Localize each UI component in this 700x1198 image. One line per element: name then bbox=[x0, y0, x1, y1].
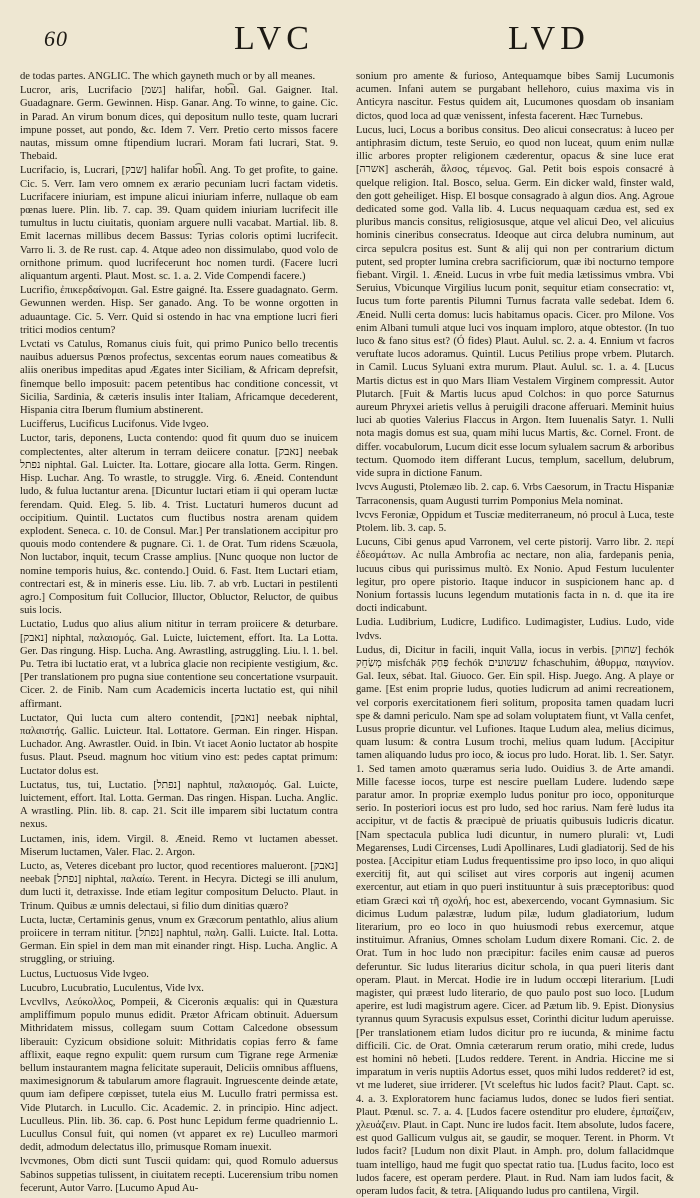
dictionary-entry: Luctator, Qui lucta cum altero contendit, [נאבק] neebak niphtal, παλαιστής. Gallic. Luicteur. Ital. Lottatore. German. Ein ringer. Hispan. Luchador. Ang. Awrastler. Ouid. in Ibin. Vt iacet Aonio luctator ab hospite fusus. Plaut. Pseud. magnum hoc vitium vino est: pedes captat primum: Luctator dolus est. bbox=[20, 712, 338, 777]
dictionary-entry: Lucus, luci, Locus a boribus consitus. Deo alicui consecratus: à luceo per antiphrasim dictum, teste Seruio, eo quod non luceat, quum enim nullæ illic arbores propter religionem cæderentur, opacus & sine luce erat [אשרה] ascheráh, ἄλσος, τέμενος. Gal. Petit bois espois consacré à quelque religion. Ital. Bosco, selua. Germ. Ein dicker wald, finster wald, den gott geheiliget. Hisp. El bosque consagrado à algun dios. Ang. Agroue dedicated some god. Valla lib. 4. Lucus nequaquam cædua est, sed ex pluribus mancis consitus, religiosusque, atque vel alicui Deo, vel alicuius hominis cineribus consecratus. Ideoque aut circa delubra numinum, aut circa sepulcra positus est. Sunt & alij qui non per contrarium dictum putent, sed propter lumina crebra sacrificiorum, quæ ibi nocturno tempore fiebant. Virgil. 1. Æneid. Lucus in vrbe fuit media lætissimus vmbra. Vbi Seruius, Vbicunque Virgilius lucum ponit, sequitur etiam consecratio: vt, Iucus tum forte parentis Pilumni Turnus facrata valle sedebat. Idem 6. Æneid. Nulli certa domus: lucis habitamus opacis. Cicer. pro Milone. Vos enim Albani tumuli atque luci vos inquam imploro, atque obtestor. (In tuo luco & fano situs est? (Ó fides) Plaut. Aulul. sc. 2. a. 4. Ennium vt facros veruftate lucos adoramus. Quintil. Lucus Petilius prope vrbem. Plutarch. in Camil. Lucus Syluani extra murum. Plaut. Aulul. sc. 1. a. 4. [Lucus Martis dictus est in quo Mars Iliam Vestalem Virginem compressit. Autor Plutarch. [Fuit & Martis lucus apud Colchos: in quo porce Saturnus aureum Phryxei arietis vellus à peruigili dracone afferuari. Meminit huius luci ab quoties Valerius Flaccus in Argon. Item Iuuenalis Satyr. 1. Nulli nota magis domus est sua, quam mihi lucus Martis, &c. Cornel. Front. de differ. vocabulorum, Lucum dicit esse locum sylualem sacrum & arboribus tectum. Quomodo item differant Lucus, templum, sacellum, delubrum, vide supra in dictione Fanum. bbox=[356, 124, 674, 480]
page-header bbox=[0, 0, 700, 74]
dictionary-entry: Lucrifacio, is, Lucrari, [שבק] halifar hob͡ıl. Ang. To get profite, to gaine. Cic. 5. Verr. Iam vero omnem ex ærario pecuniam lucri factam videtis. Lucrifacere iniuriam, est impune alicui iniuriam inferre, nullaque ob eam pœnas luere. Plin. lib. 7. cap. 39. Quam quidem iniuriam lucrifecit ille tumultus in luctu ciuitatis, quoniam arguere nulli vacabat. Martial. lib. 8. Emit lacernas millibus decem Bassus: Tyrias coloris optimi lucrifecit. Varro li. 3. de Re rust. cap. 4. Atque adeo non dissimulabo, quod volo de ornithone primum. quod lucrifecerunt hoc nomen turdi. (Facere lucri aliquantum argenti. Plaut. Most. sc. 1. a. 2. Vide Compendi facere.) bbox=[20, 165, 338, 283]
dictionary-entry: sonium pro amente & furioso, Antequamque bibes Samij Lucumonis acumen. Infani autem se purgabant hellehoro, cuius maxima vis in Anticyra nascitur. Festus quidem ait, Lucumones quosdam ob insaniam dictos, quod loca ad quæ venissent, infesta facerent. Hæc Turnebus. bbox=[356, 71, 674, 122]
dictionary-entry: Lvctati vs Catulus, Romanus ciuis fuit, qui primo Punico bello trecentis nauibus aduersus Pœnos profectus, sexcentas eorum naues comeatibus & aliis oneribus impeditas apud Ægates inter Siciliam, & Africam deprefsit, finemque bello imposuit: pacem petentibus hac conditione concessit, vt Sicilia, Sardinia, & cæteris insulis inter Italiam, Africamque decederent, Hispania citra Iberum flumium abstinerent. bbox=[20, 339, 338, 417]
running-head-right: LVD bbox=[508, 20, 590, 57]
dictionary-entry: de todas partes. ANGLIC. The which gayneth much or by all meanes. bbox=[20, 71, 316, 82]
dictionary-entry: Lvcvllvs, Λεύκολλος, Pompeii, & Ciceronis æqualis: qui in Quæstura ampliffimum populo munus edidit. Prætor Africam obtinuit. Aduersum Mithridatem missus, collegam suum Cottam Calcedone obsessum liberauit: Cyzicum obsidione soluit: Mithridatis copias ferro & fame afflixit, eaque regno expulit: quem rursum cum Tigrane rege Armeniæ bellum instaurantem magna felicitate superauit, Deliciis omnibus affluens, maximesignorum & tabularum amore flagrauit. Ingruescente deinde ætate, quum iam defipere cœpisset, tutela eius M. Lucullo fratri permissa est. Vide Plutarch. in Lucullo. Cic. Academic. 2. in principio. Hinc adject. Luculleus. Plin. lib. 36. cap. 6. Post hunc Lepidum ferme quadriennio L. Lucullus Consul fuit, qui nomen (vt apparet ex re) Luculleo marmori dedit, admodum delectatus illo, primusque Romam inuexit. bbox=[20, 997, 338, 1154]
dictionary-entry: lvcvmones, Obm dicti sunt Tuscii quidam: qui, quod Romulo aduersus Sabinos suppetias tulissent, in ciuitatem recepti. Lucerensium tribu nomen fecerunt, Autor Varro. [Lucumo Apud Au- bbox=[20, 1156, 338, 1194]
dictionary-entry: Lucta, luctæ, Certaminis genus, vnum ex Græcorum pentathlo, alius alium proiicere in terram nititur. [נפתל] naphtul, παλη. Galli. Luicte. Ital. Lotta. German. Ein spiel in dem man mit einander ringt. Hisp. Lucha. Anglic. A struggling, or striuing. bbox=[20, 914, 339, 966]
dictionary-entry: Lucror, aris, Lucrifacio [גשמ] halifar, hob͡ıl. Gal. Gaigner. Ital. Guadagnare. Germ. Gewinnen. Hisp. Ganar. Ang. To winne, to gaine. Cic. in Parad. An virum bonum dices, qui depositum nullo teste, quam lucrari impune posset, aut pondo, &c. Idem 7. Verr. Pretio certo missos facere nautas, missum omne ftipendium lucrari. Moram fati lucrari, Stat. 9. Thebaid. bbox=[20, 85, 338, 163]
dictionary-entry: lvcvs Augusti, Ptolemæo lib. 2. cap. 6. Vrbs Caesorum, in Tractu Hispaniæ Tarraconensis, quam Augusti turrim Pomponius Mela nominat. bbox=[356, 482, 674, 507]
page-number: 60 bbox=[44, 26, 68, 51]
dictionary-entry: Lucuns, Cibi genus apud Varronem, vel certe pistorij. Varro libr. 2. περί ἐδεσμάτων. Ac nulla Ambrofia ac nectare, non alia, fardepanis penia, lucuus cibus qui purissimus multò. Ex Nonio. Apud Festum luculenter legitur, pro opere pistorio. Itaque inducor in suspicionem hanc ap. d Nonium fortassis lucuns legendum mutationis facta in n. d. que ita ire docti indicabunt. bbox=[356, 537, 674, 615]
right-column bbox=[356, 70, 674, 1198]
dictionary-entry: Luctatio, Ludus quo alius alium nititur in terram proiicere & deturbare. [נאבק] niphtal, παλαισμός. Gal. Luicte, luictement, effort. Ita. La Lotta. Ger. Das ringung. Hisp. Lucha. Ang. Awrastling, astruggling. Liu. l. 1. bel. Pu. Tetra ibi luctatio erat, vt a lubrica glacie non recipiente vestigium, &c. [Per translationem pro pugna siue contentione seu concertatione vsurpauit. Cicer. 2. de Finib. Nam cum Academicis incerta luctatio est, qui nihil affirmant. bbox=[20, 619, 338, 710]
dictionary-entry: Lucto, as, Veteres dicebant pro luctor, quod recentiores malueront. [נאבק] neebak [נפתל] niphtal, παλαίω. Terent. in Hecyra. Dictegi se illi anulum, dum lucti it, detraxisse. Inde etiam legitur compositum Delucto. Plaut. in Trinum. Quibus æ umnis delectaui, si filio dum dinitias quæro? bbox=[20, 860, 338, 912]
dictionary-entry: Lucifferus, Lucificus Lucifonus. Vide lvgeo. bbox=[20, 419, 209, 431]
running-head-left: LVC bbox=[234, 20, 314, 57]
left-column bbox=[20, 70, 339, 1194]
dictionary-entry: Luctus, Luctuosus Vide lvgeo. bbox=[20, 968, 149, 980]
dictionary-entry: Luctamen, inis, idem. Virgil. 8. Æneid. Remo vt luctamen abesset. Miserum luctamen, Valer. Flac. 2. Argon. bbox=[20, 833, 338, 858]
dictionary-entry: lvcvs Feroniæ, Oppidum et Tusciæ mediterraneum, nó procul à Luca, teste Ptolem. lib. 3. cap. 5. bbox=[356, 509, 674, 534]
dictionary-entry: Ludia. Ludibrium, Ludicre, Ludifico. Ludimagister, Ludius. Ludo, vide lvdvs. bbox=[356, 617, 674, 642]
dictionary-entry: Luctor, taris, deponens, Lucta contendo: quod fit quum duo se inuicem complectentes, alter alterum in terram deiicere conatur. [נאבק] neebak נפתל niphtal. Gal. Luicter. Ita. Lottare, giocare alla lotta. Germ. Ringen. Hisp. Luchar. Ang. To wrastle, to struggle. Virg. 6. Æneid. Contendunt ludo, & fulua luctantur arena. [Dicuntur luctari etiam ii qui operam luctæ ferendam. Quid. Eleg. 5. lib. 4. Trist. Luctaturi humeros ducunt ad occipitium. Quintil. Luctatos cum fluctibus nostra arenam quidem explodent. Seneca. c. 10. de Consul. Mar.] Per translationem accipitur pro quouis modo contendere & pugnare. Ci. 1. de Orat. Tum ridens Scæuola, Non luctabor, inquit, tecum Crasse amplius. [Nunc quoque non luctor de nomine temporis huius, &c. contendo.] Ouid. 6. Fast. Item Luctari etiam, contrectari est, & in mineris esse. Liu. lib. 7. ab vrb. Luctari in pestilenti agro.] Compositum fuit Collucior, Illuctor, Obluctor, Reluctor, de quibus suis locis. bbox=[20, 433, 338, 617]
dictionary-entry: Luctatus, tus, tui, Luctatio. [נפתל] naphtul, παλαισμός. Gal. Luicte, luictement, effort. Ital. Lotta. German. Das ringen. Hispan. Lucha. Anglic. A wrastling. Plin. lib. 8. cap. 21. Scit ille imparem sibi luctatum contra nexus. bbox=[20, 779, 338, 831]
dictionary-entry: Ludus, di, Dicitur in facili, inquit Valla, iocus in verbis. [שחוק] fechók מְשַׂחֵק misfchák פַּחַק fechók שעשועים fchaschuhim, ἀθυρμα, παιγνίον. Gal. Ieux, sébat. Ital. Giuoco. Ger. Ein spil. Hisp. Juego. Ang. A playe or game. [Est enim proprie ludus, quoties ludicrum ad animi recreationem, vel corporis exercitationem fieri solitum, proposita tamen quadam lucri spe & damni periculo. Nam spe ad solam voluptatem fiunt, vt Valla cenfet, Lusus proprie dicuntur. vel Lufiones. Itaque Ludum alea, melius dicimus, quam lusum: & contra Lusum trochi, melius quam ludum. [Accipitur tamen aliquando ludus pro ioco, & iocus pro ludo. Horat. lib. 1. Ser. Satyr. 1. Sed tamen amoto quæramus seria ludo. Ouidius 3. de Arte amandi. Mille facesse iocos, turpe est nescire puellam Ludere. ludendo sæpe paratur amor. In propriæ exemplo ludus ponitur pro ioco, opponiturque serio. In posteriori iocus est pro ludo, sed hoc rarius. Nam ferè ludus ita accipitur, vt de factis & præcipuè de priuatis quibusuis ludicris dicatur. [Nam spectacula publica ludi dicuntur, in numero plurali: vt, Ludi Megarenses, Ludi Circenses, Ludi Apollinares, Ludi gladiatorij. Sed de his postea. [Accipitur etiam Ludus frequentissime pro ipso loco, in quo aliqui exercitij fit, aut qui sciliset aut vires corporis aut ingenij acumen exercentur, aut etiam in quo pueri instituuntur à suis præceptoribus: quod etiam Græci καὶ τῆ σχολή, hoc est, abexercendo, vocant Gymnasium. Sic dicimus Ludum palæstræ, ludum pilæ, ludum gladiatorium, ludum literarium, pro eo loco in quo huiusmodi rebus exercemur, atque instituimur. Afranius, Omnes scholam Ludum dixere Romani. Cic. 2. de Orat. Tum in hoc ludo non præcipitur: faciles enim causæ ad pueros deferuntur. Sic ludus literarius dicitur schola, in qua pueri literis dant operam. Plaut. in Mercat. Hodie ire in ludum occœpi literarium. [Ludi magister, qui præest ludo literario, de quo paulo post suo loco. [Ludum aperire, est ludi magistrum agere. Cicer. ad Pætum lib. 9. Epist. Dionysius tyrannus quum Syracusis expulsus esset, Corinthi dicitur ludum aperuisse. [Per translationem etiam ludos dicitur pro re iucunda, & minime factu difficili. Cic. de Orat. Omnia cæterarum rerum oratio, mihi crede, ludus est homini nô hebeti. [Ludos reddere. Terent. in Andria. Hiccine me si imparatum in veris nuptiis Adortus esset, quos mihi ludos redderet? id est, vt me luderet, siue irriderer. [Vt sceleftus hic ludos facit? Plaut. Capt. sc. 4. a. 3. Exploratorem hunc faciamus ludos, donec se ludos fieri sentiat. Plaut. Pœnul. sc. 7. a. 4. [Ludos facere ostenditur pro eludere, ἐμπαίζειν, χλευάζειν. Plaut. in Capt. Nunc ire ludos facit. Item absolute, ludos facere, est quod Gallicum vulgus ait, se gaudir, se moquer. Terent. in Phorm. Vt ludos facit? [Ludum non dixit Plaut. in Amph. pro, dolum fallacidmque tuam intelligo, haud me fugit quo spectat ratio tua. [Ludus facito, loco est ludos facere, est operam perdere. Plaut. in Rud. Nam iam ludos facit, & operam ludos facit, & tetra. [Aliquando ludus pro cantilena, Virgil. bbox=[356, 644, 674, 1198]
dictionary-entry: Lucubro, Lucubratio, Luculentus, Vide lvx. bbox=[20, 982, 204, 994]
dictionary-entry: Lucrifio, ἐπικερδαίνομαι. Gal. Estre gaigné. Ita. Essere guadagnato. Germ. Gewunnen werden. Hisp. Ser ganado. Ang. To be wonne orgotten in aduauntage. Cic. 5. Verr. Quid si ostendo in hac vna emptione lucri fieri tritici modios centum? bbox=[20, 285, 338, 336]
